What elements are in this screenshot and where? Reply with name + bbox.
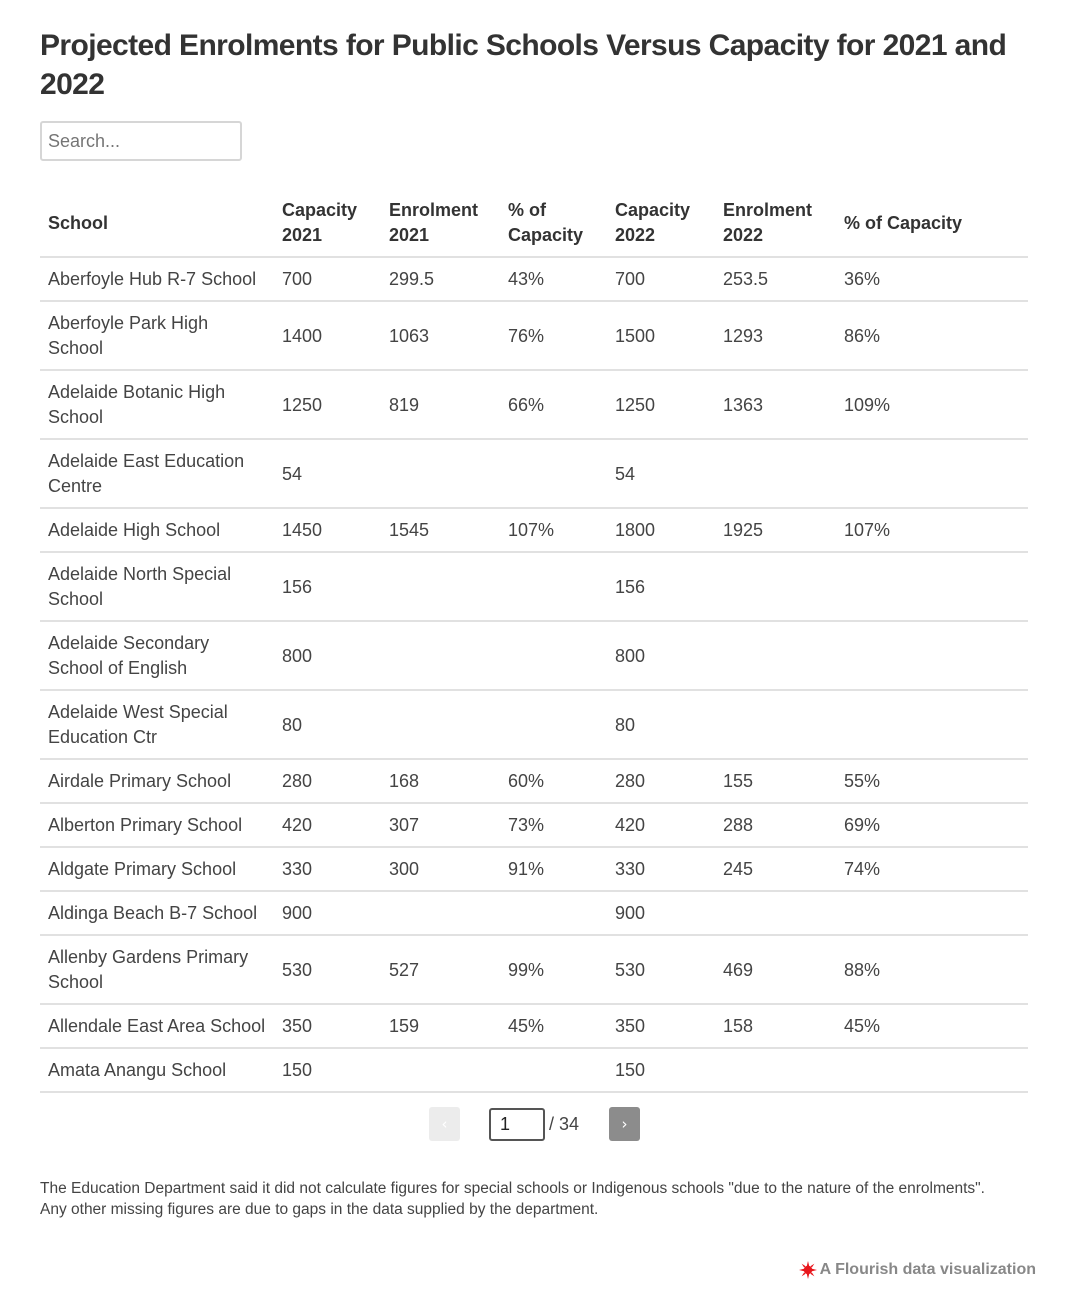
value-cell [500, 1048, 607, 1092]
value-cell [836, 621, 1028, 690]
value-cell: 54 [274, 439, 381, 508]
value-cell: 800 [607, 621, 715, 690]
table-row [40, 370, 1028, 439]
school-name-cell: Alberton Primary School [40, 803, 274, 847]
value-cell: 80 [274, 690, 381, 759]
table-row [40, 1004, 1028, 1048]
value-cell [381, 552, 500, 621]
value-cell: 1250 [607, 370, 715, 439]
value-cell: 1800 [607, 508, 715, 552]
footnote-line-2: Any other missing figures are due to gaps in the data supplied by the department. [40, 1201, 599, 1218]
table-row [40, 257, 1028, 301]
value-cell [836, 552, 1028, 621]
value-cell [381, 891, 500, 935]
value-cell: 527 [381, 935, 500, 1004]
value-cell: 159 [381, 1004, 500, 1048]
value-cell: 245 [715, 847, 836, 891]
table-row [40, 508, 1028, 552]
table-row [40, 759, 1028, 803]
school-name-cell: Adelaide Botanic High School [40, 370, 274, 439]
table-row [40, 803, 1028, 847]
school-name-cell: Airdale Primary School [40, 759, 274, 803]
value-cell [381, 1048, 500, 1092]
value-cell [715, 552, 836, 621]
value-cell: 288 [715, 803, 836, 847]
table-body [40, 257, 1028, 1092]
value-cell: 700 [274, 257, 381, 301]
value-cell: 1545 [381, 508, 500, 552]
school-name-cell: Aberfoyle Hub R-7 School [40, 257, 274, 301]
column-header[interactable]: % of Capacity [836, 187, 1028, 257]
value-cell: 73% [500, 803, 607, 847]
column-header[interactable]: School [40, 187, 274, 257]
page-title: Projected Enrolments for Public Schools Versus Capacity for 2021 and 2022 [40, 29, 1007, 101]
value-cell [715, 439, 836, 508]
value-cell: 150 [607, 1048, 715, 1092]
schools-table [40, 187, 1028, 1093]
table-row [40, 439, 1028, 508]
value-cell: 80 [607, 690, 715, 759]
table-row [40, 552, 1028, 621]
value-cell: 60% [500, 759, 607, 803]
value-cell: 156 [607, 552, 715, 621]
value-cell: 54 [607, 439, 715, 508]
value-cell: 1063 [381, 301, 500, 370]
value-cell: 420 [607, 803, 715, 847]
credit-label: A Flourish data visualization [819, 1261, 1036, 1278]
value-cell: 1500 [607, 301, 715, 370]
value-cell [836, 439, 1028, 508]
school-name-cell: Adelaide West Special Education Ctr [40, 690, 274, 759]
value-cell [500, 690, 607, 759]
value-cell [715, 621, 836, 690]
value-cell: 45% [500, 1004, 607, 1048]
value-cell [500, 621, 607, 690]
column-header[interactable]: Enrolment 2021 [381, 187, 500, 257]
value-cell: 469 [715, 935, 836, 1004]
school-name-cell: Adelaide East Education Centre [40, 439, 274, 508]
value-cell: 107% [836, 508, 1028, 552]
value-cell: 253.5 [715, 257, 836, 301]
pagination [429, 1107, 640, 1141]
value-cell: 107% [500, 508, 607, 552]
table-row [40, 891, 1028, 935]
table-row [40, 1048, 1028, 1092]
prev-page-button[interactable] [429, 1107, 460, 1141]
school-name-cell: Allenby Gardens Primary School [40, 935, 274, 1004]
flourish-logo-icon [799, 1261, 817, 1279]
value-cell: 280 [607, 759, 715, 803]
value-cell: 330 [607, 847, 715, 891]
value-cell: 76% [500, 301, 607, 370]
school-name-cell: Adelaide Secondary School of English [40, 621, 274, 690]
value-cell: 36% [836, 257, 1028, 301]
value-cell: 900 [607, 891, 715, 935]
value-cell: 700 [607, 257, 715, 301]
value-cell [836, 1048, 1028, 1092]
next-page-button[interactable] [609, 1107, 640, 1141]
value-cell: 1250 [274, 370, 381, 439]
footnote [40, 1178, 1020, 1220]
value-cell [381, 439, 500, 508]
table-row [40, 690, 1028, 759]
value-cell [715, 690, 836, 759]
value-cell: 43% [500, 257, 607, 301]
value-cell: 1363 [715, 370, 836, 439]
value-cell: 168 [381, 759, 500, 803]
value-cell [500, 439, 607, 508]
value-cell [715, 891, 836, 935]
page-number-input[interactable] [489, 1108, 545, 1141]
value-cell [500, 891, 607, 935]
table-row [40, 301, 1028, 370]
school-name-cell: Adelaide High School [40, 508, 274, 552]
value-cell: 156 [274, 552, 381, 621]
footnote-line-1: The Education Department said it did not calculate figures for special schools or Indigenous schools "due to the nature of the enrolments". [40, 1180, 985, 1197]
value-cell: 86% [836, 301, 1028, 370]
column-header[interactable]: % of Capacity [500, 187, 607, 257]
chevron-left-icon: ‹ [441, 1115, 448, 1133]
value-cell [715, 1048, 836, 1092]
value-cell [381, 621, 500, 690]
value-cell: 1450 [274, 508, 381, 552]
value-cell: 1400 [274, 301, 381, 370]
value-cell: 158 [715, 1004, 836, 1048]
school-name-cell: Aberfoyle Park High School [40, 301, 274, 370]
page-total: / 34 [549, 1113, 580, 1134]
chevron-right-icon: › [621, 1115, 628, 1133]
school-name-cell: Adelaide North Special School [40, 552, 274, 621]
value-cell: 530 [274, 935, 381, 1004]
value-cell: 350 [274, 1004, 381, 1048]
value-cell [381, 690, 500, 759]
value-cell: 350 [607, 1004, 715, 1048]
value-cell: 800 [274, 621, 381, 690]
column-header[interactable]: Capacity 2022 [607, 187, 715, 257]
value-cell: 330 [274, 847, 381, 891]
value-cell: 99% [500, 935, 607, 1004]
value-cell: 155 [715, 759, 836, 803]
school-name-cell: Aldgate Primary School [40, 847, 274, 891]
value-cell: 66% [500, 370, 607, 439]
value-cell: 530 [607, 935, 715, 1004]
value-cell: 150 [274, 1048, 381, 1092]
column-header[interactable]: Capacity 2021 [274, 187, 381, 257]
value-cell: 88% [836, 935, 1028, 1004]
table-row [40, 621, 1028, 690]
value-cell: 299.5 [381, 257, 500, 301]
value-cell [500, 552, 607, 621]
value-cell: 91% [500, 847, 607, 891]
school-name-cell: Amata Anangu School [40, 1048, 274, 1092]
flourish-credit-link[interactable] [799, 1261, 1036, 1279]
value-cell: 819 [381, 370, 500, 439]
table-row [40, 935, 1028, 1004]
value-cell: 45% [836, 1004, 1028, 1048]
value-cell: 420 [274, 803, 381, 847]
value-cell: 280 [274, 759, 381, 803]
search-input[interactable] [40, 121, 242, 161]
value-cell [836, 690, 1028, 759]
table-header-row [40, 187, 1028, 257]
value-cell: 300 [381, 847, 500, 891]
value-cell [836, 891, 1028, 935]
value-cell: 900 [274, 891, 381, 935]
value-cell: 1925 [715, 508, 836, 552]
column-header[interactable]: Enrolment 2022 [715, 187, 836, 257]
value-cell: 109% [836, 370, 1028, 439]
school-name-cell: Aldinga Beach B-7 School [40, 891, 274, 935]
value-cell: 307 [381, 803, 500, 847]
value-cell: 1293 [715, 301, 836, 370]
value-cell: 55% [836, 759, 1028, 803]
value-cell: 74% [836, 847, 1028, 891]
value-cell: 69% [836, 803, 1028, 847]
school-name-cell: Allendale East Area School [40, 1004, 274, 1048]
table-row [40, 847, 1028, 891]
